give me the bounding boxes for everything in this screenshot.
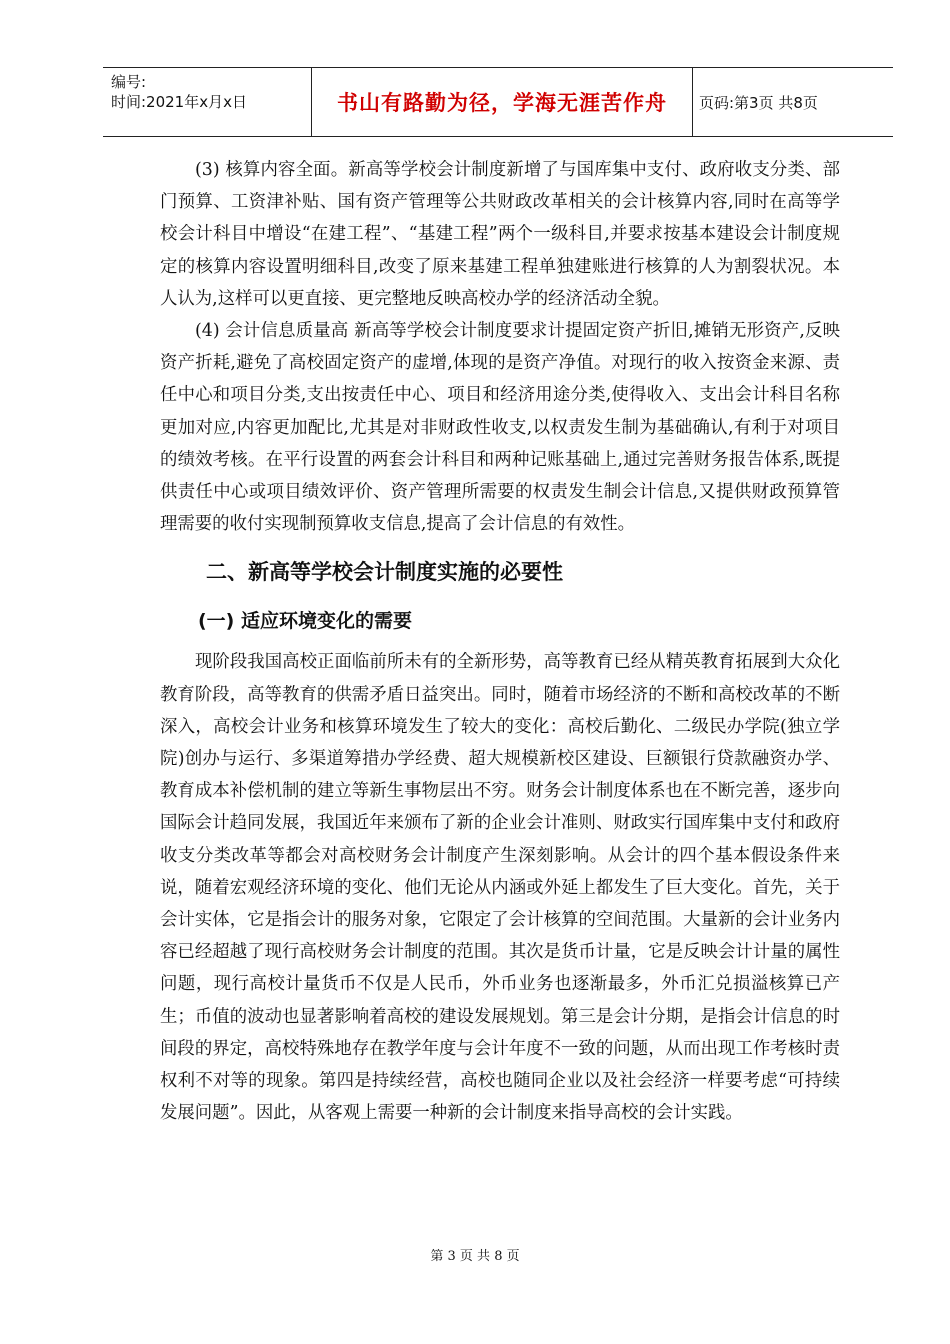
paragraph-3: (3) 核算内容全面。新高等学校会计制度新增了与国库集中支付、政府收支分类、部门预算、工资津补贴、国有资产管理等公共财政改革相关的会计核算内容,同时在高等学校会计科目中增设“在建工程”、“基建工程”两个一级科目,并要求按基本建设会计制度规定的核算内容设置明细科目,改变了原来基建工程单独建账进行核算的人为割裂状况。本人认为,这样可以更直接、更完整地反映高校办学的经济活动全貌。 <box>160 160 840 309</box>
subsection-heading: (一) 适应环境变化的需要 <box>198 610 412 633</box>
document-body <box>160 154 840 1129</box>
time-label: 时间:2021年x月x日 <box>111 93 247 111</box>
page-label: 页码:第3页 共8页 <box>699 93 818 112</box>
number-label: 编号: <box>111 73 147 91</box>
paragraph-5: 现阶段我国高校正面临前所未有的全新形势，高等教育已经从精英教育拓展到大众化教育阶段，高等教育的供需矛盾日益突出。同时，随着市场经济的不断和高校改革的不断深入，高校会计业务和核算环境发生了较大的变化：高校后勤化、二级民办学院(独立学院)创办与运行、多渠道筹措办学经费、超大规模新校区建设、巨额银行贷款融资办学、教育成本补偿机制的建立等新生事物层出不穷。财务会计制度体系也在不断完善，逐步向国际会计趋同发展，我国近年来颁布了新的企业会计准则、财政实行国库集中支付和政府收支分类改革等都会对高校财务会计制度产生深刻影响。从会计的四个基本假设条件来说，随着宏观经济环境的变化、他们无论从内涵或外延上都发生了巨大变化。首先，关于会计实体，它是指会计的服务对象，它限定了会计核算的空间范围。大量新的会计业务内容已经超越了现行高校财务会计制度的范围。其次是货币计量，它是反映会计计量的属性问题，现行高校计量货币不仅是人民币，外币业务也逐渐最多，外币汇兑损溢核算已产生；币值的波动也显著影响着高校的建设发展规划。第三是会计分期，是指会计信息的时间段的界定，高校特殊地存在教学年度与会计年度不一致的问题，从而出现工作考核时责权利不对等的现象。第四是持续经营，高校也随同企业以及社会经济一样要考虑“可持续发展问题”。因此，从客观上需要一种新的会计制度来指导高校的会计实践。 <box>160 652 840 1124</box>
section-heading: 二、新高等学校会计制度实施的必要性 <box>206 560 563 585</box>
header-left-cell <box>103 68 312 136</box>
motto: 书山有路勤为径，学海无涯苦作舟 <box>312 68 693 136</box>
header-table <box>103 67 893 137</box>
page-footer: 第 3 页 共 8 页 <box>430 1249 520 1264</box>
paragraph-4: (4) 会计信息质量高 新高等学校会计制度要求计提固定资产折旧,摊销无形资产,反映资产折耗,避免了高校固定资产的虚增,体现的是资产净值。对现行的收入按资金来源、责任中心和项目分类,支出按责任中心、项目和经济用途分类,使得收入、支出会计科目名称更加对应,内容更加配比,尤其是对非财政性收支,以权责发生制为基础确认,有利于对项目的绩效考核。在平行设置的两套会计科目和两种记账基础上,通过完善财务报告体系,既提供责任中心或项目绩效评价、资产管理所需要的权责发生制会计信息,又提供财政预算管理需要的收付实现制预算收支信息,提高了会计信息的有效性。 <box>160 321 840 535</box>
